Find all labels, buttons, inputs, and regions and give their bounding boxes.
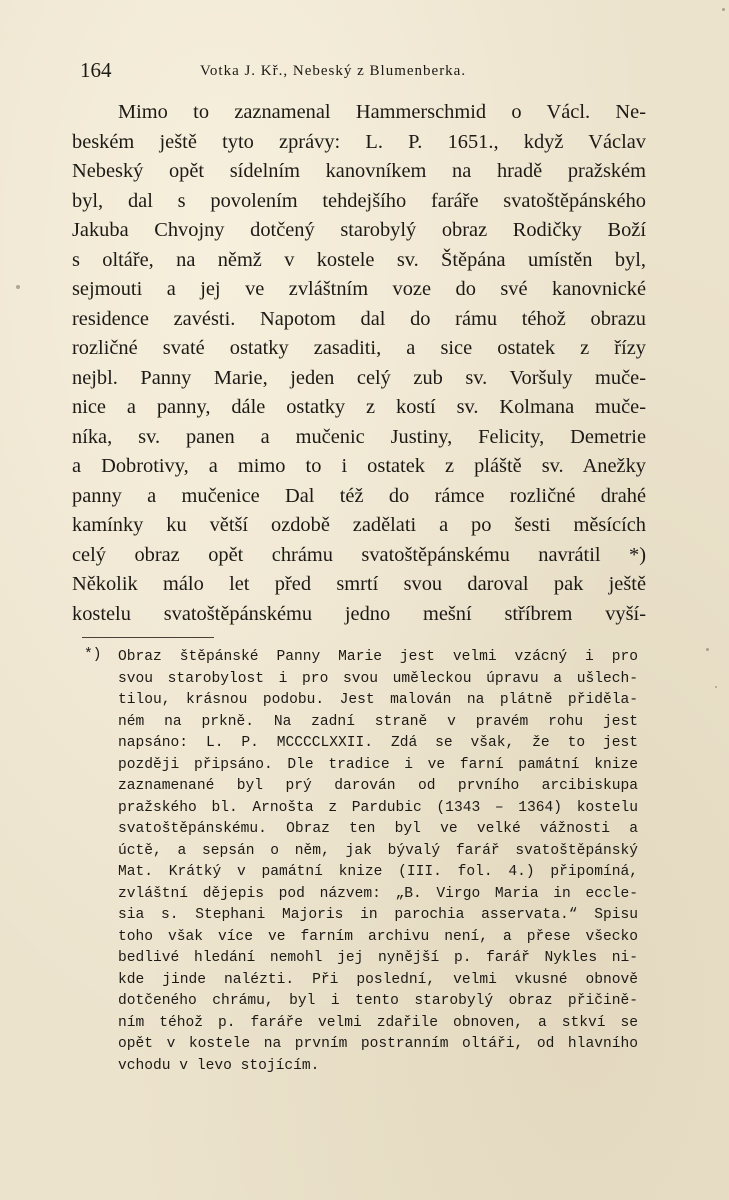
paper-speck (715, 686, 717, 688)
footnote-line: bedlivé hledání nemohl jej nynější p. farář Nykles ni- (118, 950, 638, 966)
footnote-line: sia s. Stephani Majoris in parochia asservata.“ Spisu (118, 907, 638, 923)
text-line: kostelu svatoštěpánskému jedno mešní stříbrem vyší- (72, 602, 646, 625)
footnote-line: svatoštěpánskému. Obraz ten byl ve velké vážnosti a (118, 821, 638, 837)
footnote-line: toho však více ve farním archivu není, a přese všecko (118, 928, 638, 945)
text-line: Jakuba Chvojny dotčený starobylý obraz Rodičky Boží (72, 219, 646, 241)
footnote-line: pražského bl. Arnošta z Pardubic (1343 – 1364) kostelu (118, 799, 638, 816)
footnote-line: napsáno: L. P. MCCCCLXXII. Zdá se však, že to jest (118, 735, 638, 751)
running-head: Votka J. Kř., Nebeský z Blumenberka. (200, 63, 467, 79)
text-line: celý obraz opět chrámu svatoštěpánskému navrátil *) (72, 543, 646, 566)
footnote-rule (82, 637, 214, 638)
text-line: s oltáře, na němž v kostele sv. Štěpána umístěn byl, (72, 248, 646, 271)
footnote-line: Mat. Krátký v památní knize (III. fol. 4.) připomíná, (118, 864, 638, 880)
footnote-line: svou starobylost i pro svou uměleckou úpravu a ušlech- (118, 670, 638, 687)
paper-speck (16, 285, 20, 289)
footnote-line: ním téhož p. faráře velmi zdařile obnoven, a stkví se (118, 1014, 638, 1031)
text-line: Nebeský opět sídelním kanovníkem na hradě pražském (72, 160, 646, 182)
footnote-line: úctě, a sepsán o něm, jak bývalý farář svatoštěpánský (118, 842, 638, 859)
text-line: níka, sv. panen a mučenic Justiny, Felicity, Demetrie (72, 425, 646, 448)
main-text (72, 98, 646, 629)
footnote-line: Obraz štěpánské Panny Marie jest velmi vzácný i pro (118, 649, 638, 665)
page-header (80, 58, 640, 88)
text-line: nice a panny, dále ostatky z kostí sv. Kolmana muče- (72, 396, 646, 418)
footnote-line: tilou, krásnou podobu. Jest malován na plátně přiděla- (118, 692, 638, 708)
text-line: Několik málo let před smrtí svou daroval pak ještě (72, 573, 646, 595)
footnote-line: zaznamenané byl prý darován od prvního arcibiskupa (118, 778, 638, 794)
text-line: sejmouti a jej ve zvláštním voze do své kanovnické (72, 278, 646, 300)
text-line: rozličné svaté ostatky zasaditi, a sice ostatek z řízy (72, 337, 646, 359)
footnote-line: ném na prkně. Na zadní straně v pravém rohu jest (118, 713, 638, 730)
footnote-line: kde jinde nalézti. Při poslední, velmi vkusné obnově (118, 971, 638, 988)
text-line: nejbl. Panny Marie, jeden celý zub sv. Voršuly muče- (72, 366, 646, 389)
footnote-line: zvláštní dějepis pod názvem: „B. Virgo Maria in eccle- (118, 885, 638, 902)
text-line: kamínky ku větší ozdobě zadělati a po šesti měsících (72, 514, 646, 536)
footnote-line: opět v kostele na prvním postranním oltáři, od hlavního (118, 1036, 638, 1052)
text-line: Mimo to zaznamenal Hammerschmid o Václ. Ne- (118, 101, 646, 123)
text-line: a Dobrotivy, a mimo to i ostatek z pláště sv. Anežky (72, 455, 646, 477)
text-line: byl, dal s povolením tehdejšího faráře svatoštěpánského (72, 189, 646, 212)
text-line: panny a mučenice Dal též do rámce rozličné drahé (72, 484, 646, 507)
text-line: beském ještě tyto zprávy: L. P. 1651., když Václav (72, 130, 646, 153)
page-number: 164 (80, 58, 112, 82)
footnote (84, 647, 638, 1077)
footnote-line: dotčeného chrámu, byl i tento starobylý obraz přičině- (118, 993, 638, 1009)
paper-speck (706, 648, 709, 651)
footnote-marker: *) (84, 647, 102, 663)
footnote-line: vchodu v levo stojícím. (118, 1057, 320, 1074)
paper-speck (722, 8, 725, 11)
text-line: residence zavésti. Napotom dal do rámu téhož obrazu (72, 307, 646, 330)
footnote-line: později připsáno. Dle tradice i ve farní památní knize (118, 756, 638, 773)
